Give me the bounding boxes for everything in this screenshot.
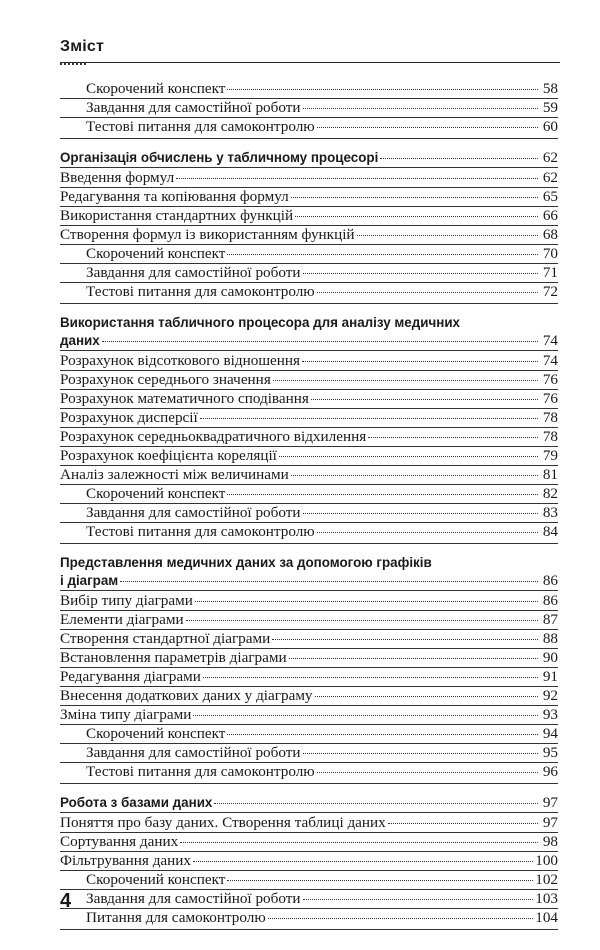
chapter-entry [60, 149, 558, 167]
dot-leader [186, 620, 538, 621]
dot-leader [193, 861, 533, 862]
toc-entry [60, 352, 558, 371]
dot-leader [303, 899, 534, 900]
header-rule [60, 62, 560, 63]
dot-leader [317, 532, 538, 533]
entry-page: 83 [542, 504, 558, 521]
entry-title: Розрахунок відсоткового відношення [60, 352, 301, 369]
dot-leader [291, 475, 538, 476]
entry-page: 96 [542, 763, 558, 780]
toc-entry [60, 744, 558, 763]
chapter-heading [60, 554, 558, 591]
dot-leader [317, 292, 538, 293]
entry-page: 88 [542, 630, 558, 647]
toc-entry [60, 668, 558, 687]
dot-leader [268, 918, 533, 919]
entry-title: Тестові питання для самоконтролю [86, 763, 315, 780]
dot-leader [227, 254, 538, 255]
entry-page: 103 [535, 890, 558, 907]
toc-entry [60, 890, 558, 909]
toc-entry [60, 725, 558, 744]
entry-title: Розрахунок дисперсії [60, 409, 198, 426]
chapter-entry [60, 794, 558, 812]
chapter-heading [60, 314, 558, 351]
toc-entry [60, 466, 558, 485]
entry-title: Сортування даних [60, 833, 179, 850]
entry-page: 86 [542, 592, 558, 609]
chapter-heading [60, 149, 558, 168]
entry-title: Завдання для самостійної роботи [86, 744, 301, 761]
dot-leader [303, 273, 538, 274]
toc-entry [60, 207, 558, 226]
toc-section [60, 80, 558, 139]
toc-entry [60, 909, 558, 927]
entry-title: Елементи діаграми [60, 611, 184, 628]
chapter-title-line: Представлення медичних даних за допомогою графіків [60, 555, 432, 570]
entry-title: Вибір типу діаграми [60, 592, 193, 609]
dot-leader [214, 803, 538, 804]
page-number: 4 [60, 890, 72, 912]
entry-title: Скорочений конспект [86, 485, 226, 502]
running-header: Зміст [60, 38, 105, 55]
dot-leader [295, 216, 538, 217]
toc-entry [60, 687, 558, 706]
entry-title: Зміна типу діаграми [60, 706, 192, 723]
entry-title: Завдання для самостійної роботи [86, 504, 301, 521]
toc-entry [60, 80, 558, 99]
dot-leader [380, 158, 538, 159]
entry-title: Тестові питання для самоконтролю [86, 523, 315, 540]
dot-leader [388, 823, 538, 824]
toc-entry [60, 283, 558, 301]
toc-entry [60, 169, 558, 188]
dot-leader [273, 380, 538, 381]
dot-leader [317, 772, 538, 773]
entry-page: 78 [542, 409, 558, 426]
entry-title: Використання стандартних функцій [60, 207, 294, 224]
toc-entry [60, 852, 558, 871]
dot-leader [303, 108, 538, 109]
dot-leader [303, 513, 538, 514]
dot-leader [289, 658, 538, 659]
dot-leader [180, 842, 538, 843]
chapter-page: 62 [542, 149, 558, 166]
chapter-page: 86 [542, 572, 558, 589]
chapter-title: даних [60, 333, 100, 348]
toc-entry [60, 649, 558, 668]
chapter-title: Робота з базами даних [60, 795, 213, 810]
toc-entry [60, 871, 558, 890]
toc-entry [60, 428, 558, 447]
toc-section [60, 314, 558, 544]
entry-page: 66 [542, 207, 558, 224]
toc-entry [60, 630, 558, 649]
toc-entry [60, 245, 558, 264]
dot-leader [272, 639, 538, 640]
toc-entry [60, 485, 558, 504]
entry-page: 74 [542, 352, 558, 369]
entry-page: 94 [542, 725, 558, 742]
toc-entry [60, 226, 558, 245]
entry-title: Тестові питання для самоконтролю [86, 118, 315, 135]
toc-entry [60, 504, 558, 523]
entry-title: Введення формул [60, 169, 175, 186]
entry-title: Розрахунок середнього значення [60, 371, 271, 388]
entry-title: Скорочений конспект [86, 80, 226, 97]
dot-leader [317, 127, 538, 128]
dot-leader [193, 715, 538, 716]
entry-title: Фільтрування даних [60, 852, 192, 869]
entry-title: Редагування діаграми [60, 668, 201, 685]
entry-title: Аналіз залежності між величинами [60, 466, 289, 483]
entry-title: Внесення додаткових даних у діаграму [60, 687, 313, 704]
toc-items [60, 169, 558, 301]
entry-page: 68 [542, 226, 558, 243]
toc-entry [60, 833, 558, 852]
dot-leader [120, 581, 538, 582]
dot-leader [311, 399, 538, 400]
entry-page: 76 [542, 371, 558, 388]
entry-page: 82 [542, 485, 558, 502]
entry-page: 79 [542, 447, 558, 464]
toc-entry [60, 523, 558, 541]
entry-page: 90 [542, 649, 558, 666]
entry-page: 87 [542, 611, 558, 628]
entry-title: Редагування та копіювання формул [60, 188, 289, 205]
entry-page: 59 [542, 99, 558, 116]
entry-page: 65 [542, 188, 558, 205]
chapter-title: Організація обчислень у табличному процесорі [60, 150, 379, 165]
dot-leader [303, 753, 538, 754]
entry-page: 98 [542, 833, 558, 850]
toc-entry [60, 264, 558, 283]
entry-page: 62 [542, 169, 558, 186]
toc-entry [60, 409, 558, 428]
entry-title: Завдання для самостійної роботи [86, 99, 301, 116]
entry-page: 102 [535, 871, 558, 888]
toc-items [60, 80, 558, 136]
entry-title: Завдання для самостійної роботи [86, 890, 301, 907]
toc-entry [60, 118, 558, 136]
entry-title: Тестові питання для самоконтролю [86, 283, 315, 300]
toc-section [60, 794, 558, 930]
chapter-title-line: Використання табличного процесора для аналізу медичних [60, 315, 460, 330]
dot-leader [200, 418, 538, 419]
entry-page: 58 [542, 80, 558, 97]
dot-leader [227, 89, 538, 90]
dot-leader [368, 437, 538, 438]
dot-leader [102, 341, 538, 342]
entry-page: 92 [542, 687, 558, 704]
entry-page: 60 [542, 118, 558, 135]
entry-title: Завдання для самостійної роботи [86, 264, 301, 281]
dot-leader [357, 235, 538, 236]
entry-title: Скорочений конспект [86, 245, 226, 262]
toc-entry [60, 706, 558, 725]
entry-title: Скорочений конспект [86, 871, 226, 888]
toc-entry [60, 447, 558, 466]
entry-title: Розрахунок математичного сподівання [60, 390, 309, 407]
toc-section [60, 149, 558, 304]
entry-title: Встановлення параметрів діаграми [60, 649, 287, 666]
table-of-contents [60, 80, 558, 940]
toc-entry [60, 611, 558, 630]
dot-leader [302, 361, 538, 362]
dot-leader [195, 601, 538, 602]
entry-page: 72 [542, 283, 558, 300]
entry-page: 84 [542, 523, 558, 540]
dot-leader [227, 734, 538, 735]
dot-leader [227, 494, 538, 495]
toc-items [60, 592, 558, 781]
dot-leader [315, 696, 538, 697]
toc-entry [60, 188, 558, 207]
entry-page: 71 [542, 264, 558, 281]
entry-title: Створення формул із використанням функцій [60, 226, 355, 243]
entry-page: 81 [542, 466, 558, 483]
toc-entry [60, 814, 558, 833]
dot-leader [227, 880, 533, 881]
chapter-page: 74 [542, 332, 558, 349]
toc-entry [60, 592, 558, 611]
entry-title: Скорочений конспект [86, 725, 226, 742]
entry-page: 78 [542, 428, 558, 445]
dot-leader [279, 456, 538, 457]
entry-page: 76 [542, 390, 558, 407]
entry-page: 100 [535, 852, 558, 869]
toc-entry [60, 763, 558, 781]
toc-entry [60, 390, 558, 409]
entry-title: Поняття про базу даних. Створення таблиці даних [60, 814, 386, 831]
entry-title: Питання для самоконтролю [86, 909, 266, 926]
toc-section [60, 554, 558, 784]
dot-leader [291, 197, 538, 198]
entry-page: 70 [542, 245, 558, 262]
entry-page: 97 [542, 814, 558, 831]
chapter-page: 97 [542, 794, 558, 811]
entry-page: 93 [542, 706, 558, 723]
dot-leader [176, 178, 538, 179]
entry-page: 91 [542, 668, 558, 685]
chapter-entry [60, 572, 558, 590]
entry-title: Створення стандартної діаграми [60, 630, 271, 647]
chapter-title: і діаграм [60, 573, 119, 588]
toc-entry [60, 99, 558, 118]
chapter-heading [60, 794, 558, 813]
entry-title: Розрахунок коефіцієнта кореляції [60, 447, 277, 464]
toc-entry [60, 371, 558, 390]
toc-items [60, 352, 558, 541]
entry-title: Розрахунок середньоквадратичного відхилення [60, 428, 367, 445]
toc-items [60, 814, 558, 927]
entry-page: 95 [542, 744, 558, 761]
chapter-entry [60, 332, 558, 350]
dot-leader [203, 677, 538, 678]
entry-page: 104 [535, 909, 558, 926]
